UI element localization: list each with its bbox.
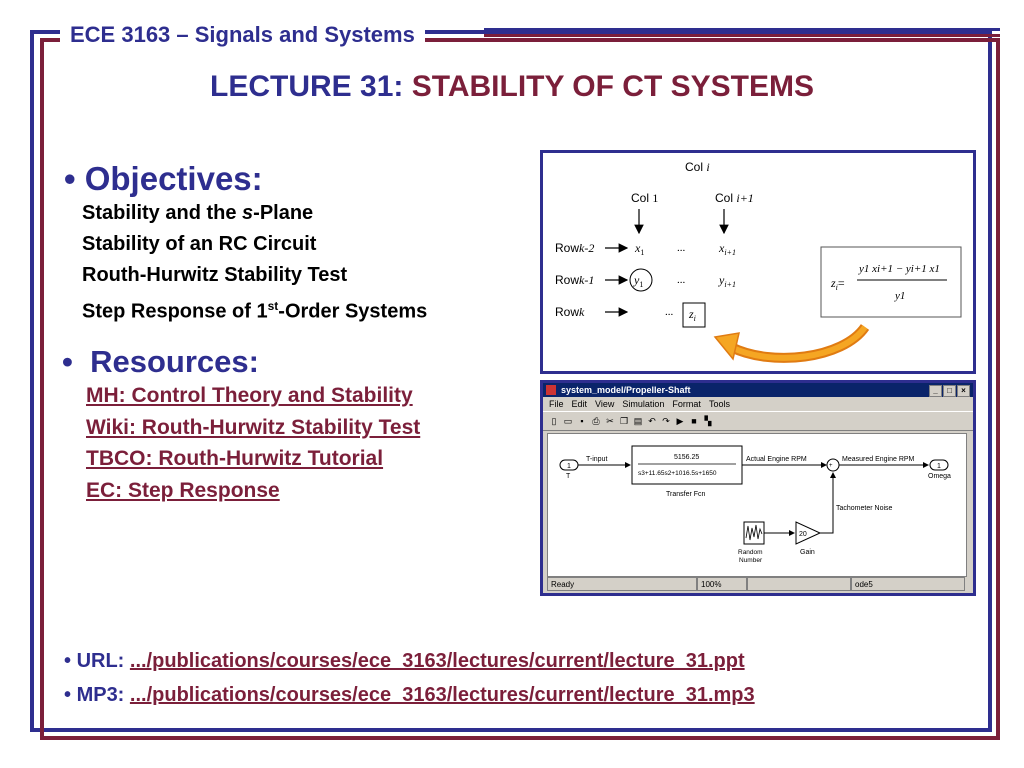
tf-name: Transfer Fcn [666,491,706,498]
url-line: • URL: .../publications/courses/ece_3163/lectures/current/lecture_31.ppt [64,650,745,672]
play-icon[interactable]: ▶ [676,416,684,426]
url-label: URL: [76,650,130,672]
mp3-link[interactable]: .../publications/courses/ece_3163/lectures/current/lecture_31.mp3 [129,684,755,706]
lecture-title [0,70,1024,104]
signal-tach-noise: Tachometer Noise [836,505,893,512]
orange-arrow-head [715,333,739,359]
menu-simulation[interactable]: Simulation [622,399,665,409]
outport-number: 1 [937,463,941,470]
objective-item: Routh-Hurwitz Stability Test [82,264,348,286]
mp3-line: • MP3: .../publications/courses/ece_3163/lectures/current/lecture_31.mp3 [64,684,755,706]
status-empty [747,577,851,591]
lecture-number: LECTURE 31: [210,70,412,103]
status-state: Ready [547,577,697,591]
print-icon[interactable]: ⎙ [592,416,600,426]
ppt-link[interactable]: .../publications/courses/ece_3163/lectures/current/lecture_31.ppt [129,650,745,672]
resource-link-ec[interactable]: EC: Step Response [86,478,280,502]
window-title: system_model/Propeller-Shaft [561,385,691,395]
menu-view[interactable]: View [595,399,615,409]
status-zoom: 100% [697,577,747,591]
menu-file[interactable]: File [549,399,564,409]
zi-entry: $z_i$ [689,307,696,323]
signal-measured-rpm: Measured Engine RPM [842,456,915,463]
row-k1-label: Rowk-1 [555,273,595,287]
yi1-entry: $y_{i+1}$ [719,273,736,289]
open-icon[interactable]: ▭ [563,416,573,426]
objective-item: Step Response of 1st-Order Systems [82,299,428,323]
objective-item: Stability of an RC Circuit [82,233,317,255]
status-solver: ode5 [851,577,965,591]
simulink-icon [546,385,556,395]
redo-icon[interactable]: ↷ [662,416,670,426]
gain-value: 20 [799,531,807,538]
xi1-entry: $x_{i+1}$ [719,241,736,257]
undo-icon[interactable]: ↶ [648,416,656,426]
ellipsis: ... [677,274,686,286]
gain-name: Gain [800,549,815,556]
stop-icon[interactable]: ■ [691,416,697,426]
random-label-2: Number [739,557,763,564]
x1-entry: $x_1$ [635,241,645,257]
sum-sign: + [829,463,833,469]
cut-icon[interactable]: ✂ [606,416,614,426]
col-1-label: Col 1 [631,191,659,205]
col-i-label: Col i [685,160,710,174]
formula-numerator: y1 xi+1 − yi+1 x1 [859,263,940,275]
toolbar [543,411,973,431]
window-titlebar [543,383,973,397]
copy-icon[interactable]: ❐ [619,416,629,426]
tf-denominator: s3+11.65s2+1016.5s+1650 [638,470,717,477]
ellipsis: ... [665,306,674,318]
lecture-topic: STABILITY OF CT SYSTEMS [411,70,814,103]
row-k2-label: Rowk-2 [555,241,595,255]
resources-section [62,344,420,506]
outport-label: Omega [928,473,951,480]
signal-actual-rpm: Actual Engine RPM [746,456,807,463]
objectives-section [64,160,427,328]
header-rule [484,28,1000,42]
resource-link-wiki[interactable]: Wiki: Routh-Hurwitz Stability Test [86,415,421,439]
y1-entry: $y_1$ [634,273,644,289]
new-icon[interactable]: ▯ [551,416,557,426]
inport-number: 1 [567,463,571,470]
resource-link-tbco[interactable]: TBCO: Routh-Hurwitz Tutorial [86,447,384,470]
menu-format[interactable]: Format [672,399,701,409]
col-i1-label: Col i+1 [715,191,754,205]
resource-link-mh[interactable]: MH: Control Theory and Stability [86,384,413,407]
minimize-icon[interactable]: _ [929,385,942,397]
menu-edit[interactable]: Edit [571,399,588,409]
routh-diagram [540,150,976,374]
tf-numerator: 5156.25 [674,454,700,461]
maximize-icon[interactable]: □ [943,385,956,397]
menu-tools[interactable]: Tools [708,399,730,409]
menu-bar [543,397,973,411]
simulink-window [540,380,976,596]
signal-t-input: T-input [586,456,608,463]
formula-lhs: $z_i=$ [831,276,845,292]
random-label-1: Random [738,549,763,556]
save-icon[interactable]: ▪ [580,416,584,426]
row-k-label: Rowk [555,305,585,319]
paste-icon[interactable]: ▤ [633,416,643,426]
mp3-label: MP3: [76,684,130,706]
ellipsis: ... [677,242,686,254]
close-icon[interactable]: × [957,385,970,397]
status-bar [547,577,965,591]
inport-label: T [566,473,571,480]
course-title: ECE 3163 – Signals and Systems [60,18,425,52]
objective-item: Stability and the s-Plane [82,202,314,224]
model-canvas[interactable] [547,433,967,577]
objectives-heading: • Objectives: [64,160,263,197]
resources-heading: • Resources: [62,344,259,379]
formula-denominator: y1 [895,290,906,302]
library-icon[interactable]: ▚ [704,416,712,426]
